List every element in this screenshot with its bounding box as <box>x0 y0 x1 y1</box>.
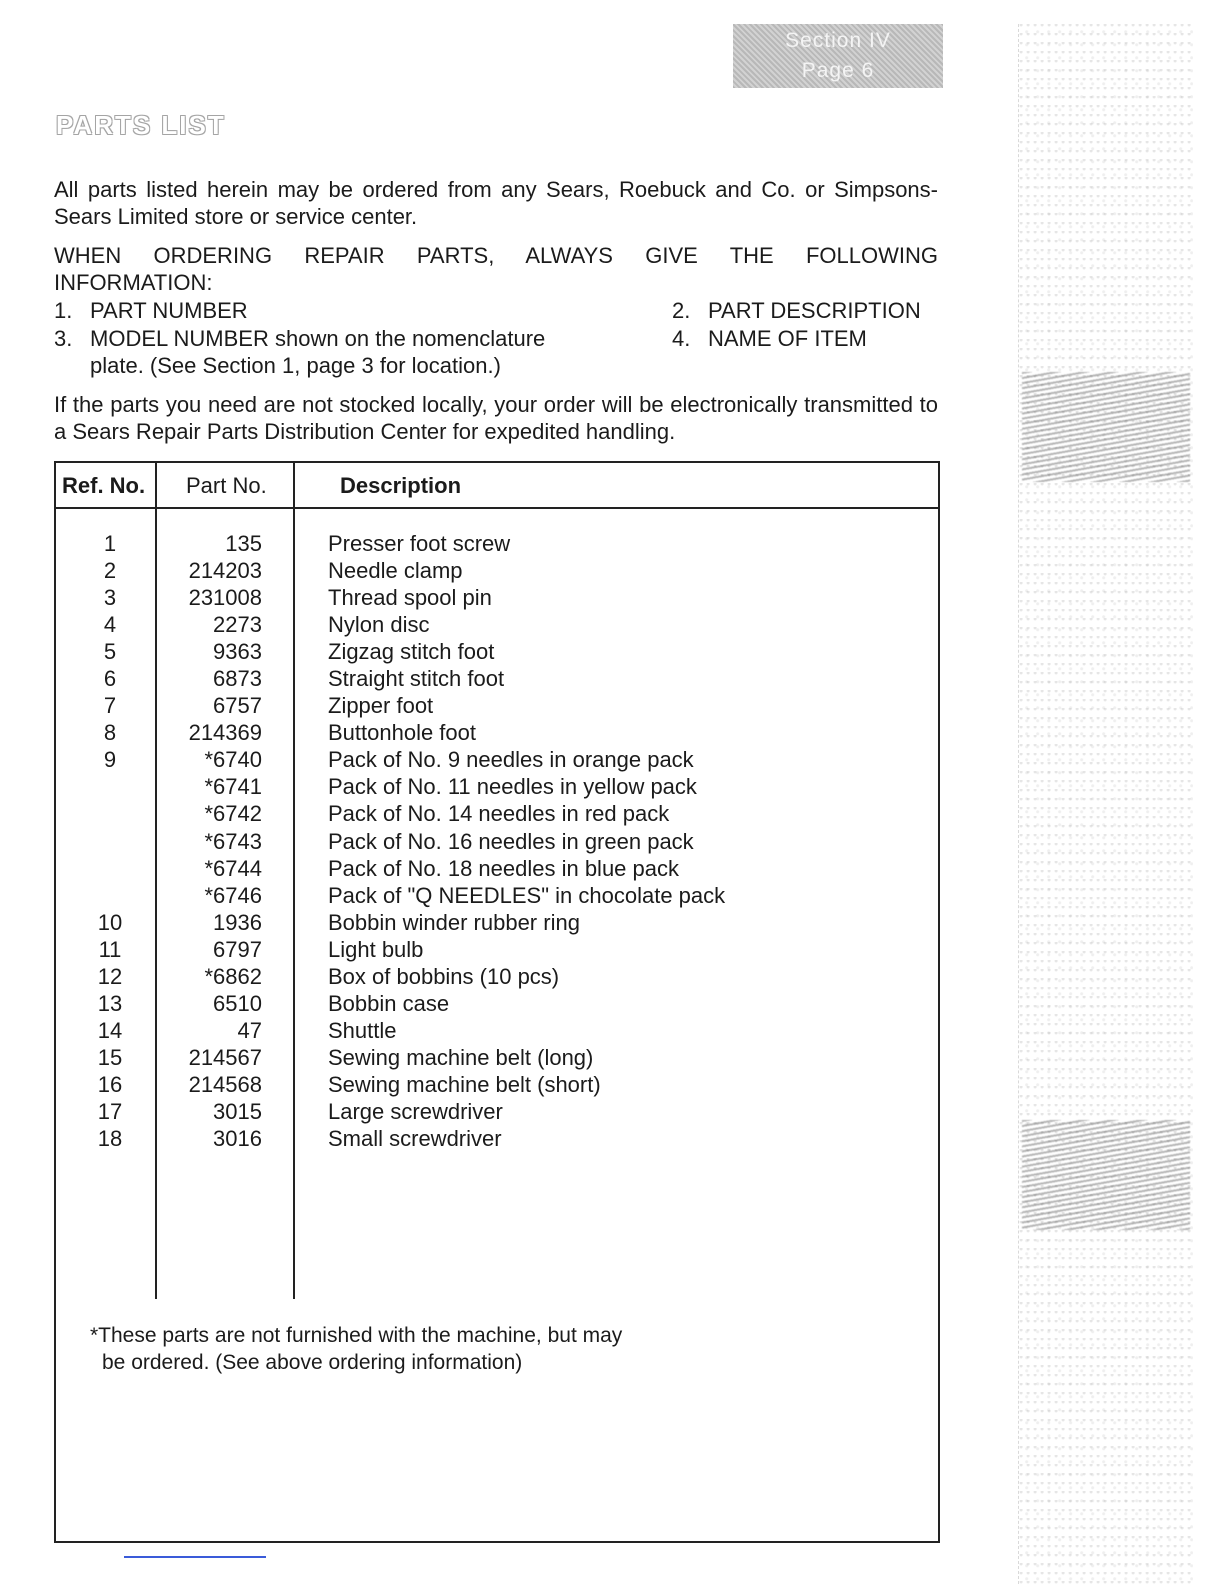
footnote-line: *These parts are not furnished with the machine, but may <box>90 1324 623 1347</box>
description-cell: Pack of No. 16 needles in green pack <box>328 828 694 854</box>
table-header-divider <box>54 507 940 509</box>
part-cell: *6744 <box>204 855 262 881</box>
description-cell: Pack of No. 11 needles in yellow pack <box>328 774 697 800</box>
description-cell: Straight stitch foot <box>328 666 505 692</box>
description-cell: Pack of No. 18 needles in blue pack <box>328 855 680 881</box>
part-cell: 135 <box>225 531 262 556</box>
part-cell: 3015 <box>213 1098 262 1124</box>
part-cell: *6741 <box>204 774 262 800</box>
ref-cell: 4 <box>103 612 117 638</box>
description-cell: Small screwdriver <box>328 1126 502 1152</box>
description-cell: Zipper foot <box>328 693 434 719</box>
table-row <box>54 557 940 584</box>
description-cell: Pack of No. 14 needles in red pack <box>328 801 670 827</box>
table-row <box>54 990 940 1017</box>
part-cell: 214568 <box>188 1071 262 1097</box>
header-description: Description <box>340 473 462 498</box>
table-row <box>54 936 940 963</box>
description-cell: Buttonhole foot <box>328 720 477 746</box>
description-cell: Zigzag stitch foot <box>328 639 495 665</box>
ref-cell: 7 <box>103 693 117 719</box>
description-cell: Nylon disc <box>328 612 430 638</box>
part-cell: 6510 <box>213 990 262 1016</box>
table-row <box>54 855 940 882</box>
part-cell: 6873 <box>213 666 262 692</box>
table-row <box>54 719 940 746</box>
description-cell: Presser foot screw <box>328 531 511 556</box>
ref-cell: 11 <box>98 936 122 962</box>
description-cell: Large screwdriver <box>328 1098 503 1124</box>
footnote-line: be ordered. (See above ordering information) <box>102 1351 523 1374</box>
table-row <box>54 1098 940 1125</box>
table-row <box>54 530 940 557</box>
part-cell: 231008 <box>188 585 262 611</box>
ref-cell: 10 <box>97 909 123 935</box>
ref-cell: 1 <box>103 531 117 556</box>
description-cell: Light bulb <box>328 936 424 962</box>
part-cell: *6740 <box>204 747 262 773</box>
blue-rule <box>124 1556 266 1558</box>
ref-cell: 12 <box>97 963 123 989</box>
table-row <box>54 692 940 719</box>
ref-cell: 9 <box>103 747 117 773</box>
footnote <box>90 1322 622 1376</box>
table-row <box>54 1044 940 1071</box>
ordering-item: 2. PART DESCRIPTION <box>672 298 921 323</box>
part-cell: *6862 <box>204 963 262 989</box>
part-cell: 1936 <box>213 909 262 935</box>
table-row <box>54 882 940 909</box>
description-cell: Box of bobbins (10 pcs) <box>328 963 560 989</box>
ref-cell: 2 <box>103 558 117 584</box>
description-cell: Bobbin case <box>328 990 450 1016</box>
description-cell: Sewing machine belt (short) <box>328 1071 601 1097</box>
scan-edge-strip <box>1018 24 1193 1584</box>
ref-cell: 13 <box>97 990 123 1016</box>
header-part-no: Part No. <box>186 473 267 498</box>
part-cell: *6742 <box>204 801 262 827</box>
ref-cell: 3 <box>103 585 117 611</box>
description-cell: Bobbin winder rubber ring <box>328 909 580 935</box>
scan-smudge <box>1022 372 1190 482</box>
table-row <box>54 909 940 936</box>
part-cell: *6743 <box>204 828 262 854</box>
table-row <box>54 773 940 800</box>
part-cell: 214203 <box>188 558 262 584</box>
table-row <box>54 611 940 638</box>
table-row <box>54 746 940 773</box>
table-row <box>54 584 940 611</box>
ref-cell: 17 <box>97 1098 123 1124</box>
header-ref-no: Ref. No. <box>62 473 146 498</box>
section-page-label <box>733 24 943 88</box>
part-cell: *6746 <box>204 882 262 908</box>
table-row <box>54 665 940 692</box>
description-cell: Shuttle <box>328 1017 397 1043</box>
part-cell: 47 <box>237 1017 262 1043</box>
description-cell: Sewing machine belt (long) <box>328 1044 594 1070</box>
ordering-heading: WHEN ORDERING REPAIR PARTS, ALWAYS GIVE THE FOLLOWING INFORMATION: <box>54 243 938 295</box>
ordering-item: 4. NAME OF ITEM <box>672 326 867 351</box>
table-row <box>54 828 940 855</box>
description-cell: Thread spool pin <box>328 585 492 611</box>
ref-cell: 8 <box>103 720 117 746</box>
part-cell: 3016 <box>213 1126 262 1152</box>
ref-cell: 14 <box>97 1017 123 1043</box>
table-body <box>54 530 940 1152</box>
section-label: Section IV <box>785 29 891 52</box>
scan-smudge <box>1022 1120 1190 1230</box>
ordering-item: 1. PART NUMBER <box>54 298 248 323</box>
description-cell: Needle clamp <box>328 558 463 584</box>
table-row <box>54 963 940 990</box>
part-cell: 9363 <box>213 639 262 665</box>
stock-note: If the parts you need are not stocked locally, your order will be electronically transmitted to a Sears Repair Parts Distribution Center for expedited handling. <box>54 392 938 444</box>
ordering-item: 3. MODEL NUMBER shown on the nomenclature plate. (See Section 1, page 3 for location.) <box>54 326 546 378</box>
description-cell: Pack of No. 9 needles in orange pack <box>328 747 694 773</box>
ref-cell: 15 <box>97 1044 123 1070</box>
ref-cell: 18 <box>97 1126 123 1152</box>
part-cell: 2273 <box>213 612 262 638</box>
ref-cell: 6 <box>103 666 117 692</box>
page-title: PARTS LIST <box>56 110 226 140</box>
table-row <box>54 1017 940 1044</box>
table-row <box>54 800 940 827</box>
ref-cell: 16 <box>97 1071 123 1097</box>
part-cell: 214567 <box>188 1044 262 1070</box>
page-label: Page 6 <box>801 59 875 82</box>
description-cell: Pack of "Q NEEDLES" in chocolate pack <box>328 882 726 908</box>
table-row <box>54 1125 940 1152</box>
part-cell: 6797 <box>213 936 262 962</box>
table-row <box>54 638 940 665</box>
part-cell: 6757 <box>213 693 262 719</box>
intro-paragraph: All parts listed herein may be ordered from any Sears, Roebuck and Co. or Simpsons-Sears Limited store or service center. <box>54 177 938 229</box>
table-row <box>54 1071 940 1098</box>
ref-cell: 5 <box>103 639 117 665</box>
part-cell: 214369 <box>188 720 262 746</box>
